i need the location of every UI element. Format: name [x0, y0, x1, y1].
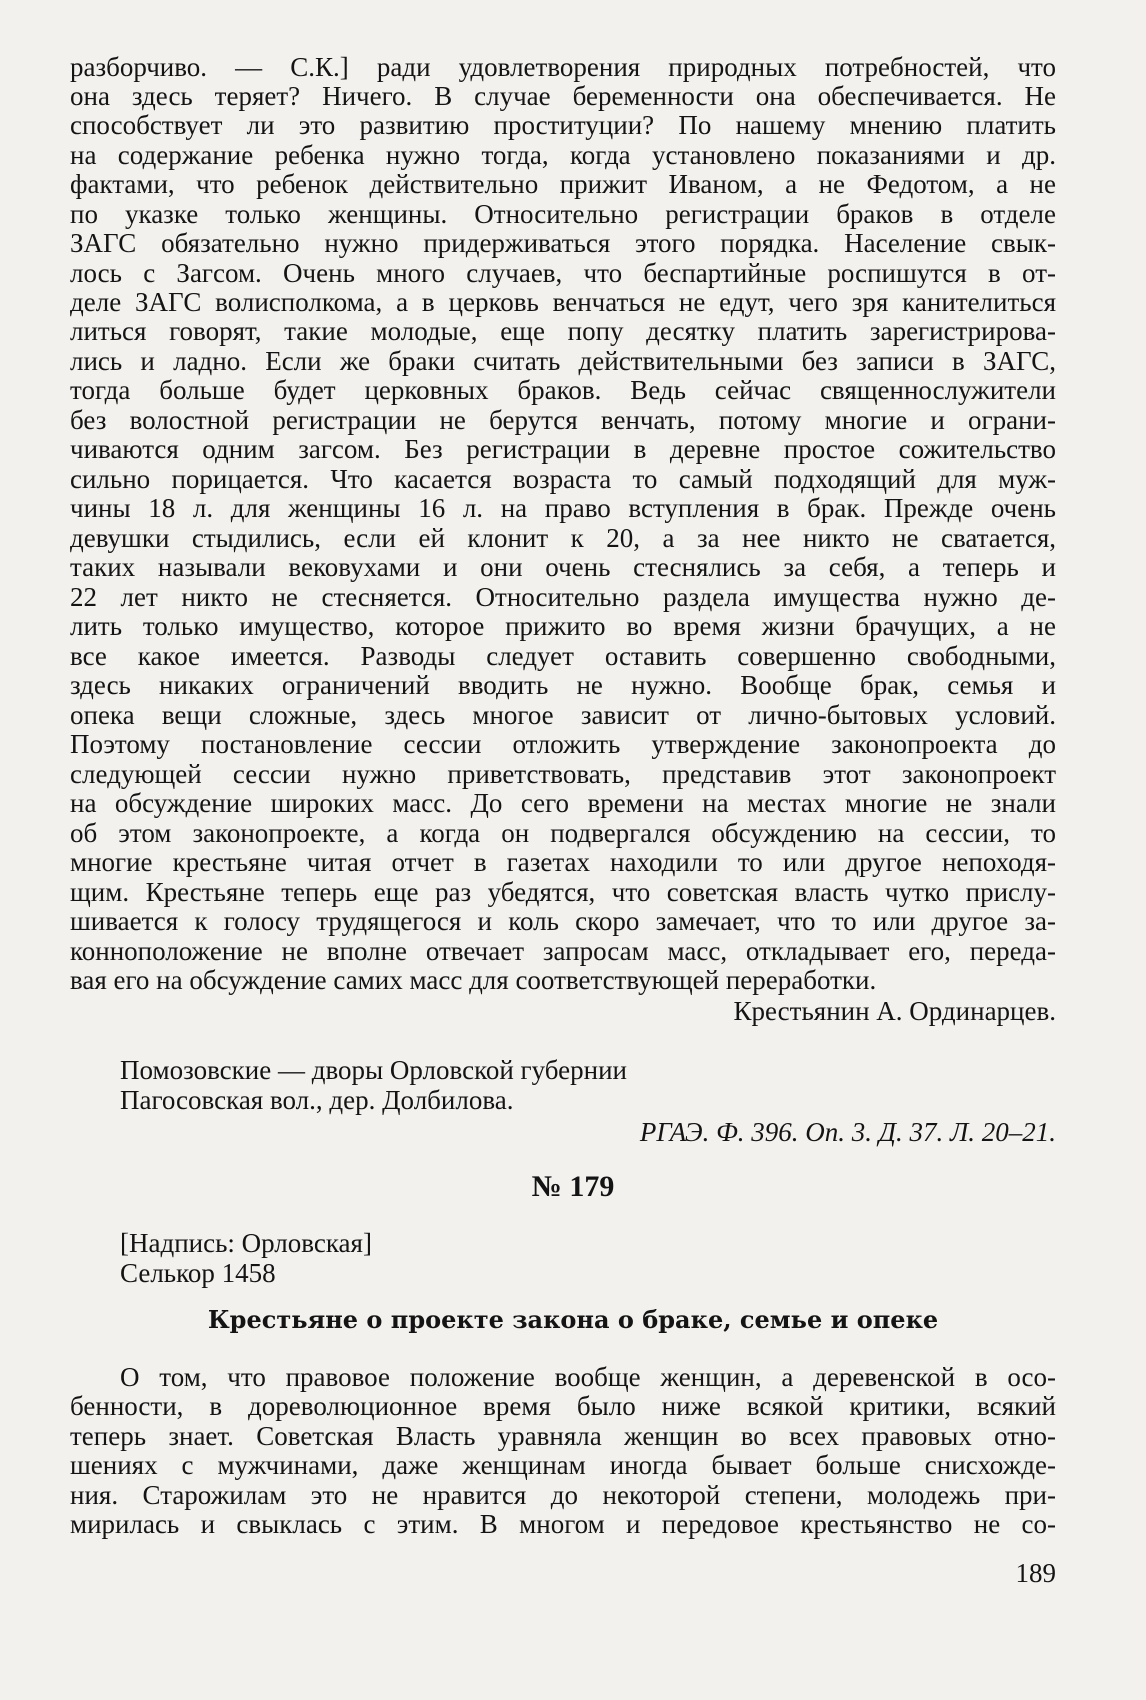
- place-line: Помозовские — дворы Орловской губернии: [120, 1055, 627, 1085]
- text-line: чиваются одним загсом. Без регистрации в деревне простое сожительство: [70, 434, 1056, 464]
- text-line: вая его на обсуждение самих масс для соответствующей переработки.: [70, 965, 877, 995]
- text-line: мирилась и свыклась с этим. В многом и передовое крестьянство не со-: [70, 1509, 1056, 1539]
- text-line: шениях с мужчинами, даже женщинам иногда бывает больше снисхожде-: [70, 1450, 1056, 1480]
- text-line: здесь никаких ограничений вводить не нужно. Вообще брак, семья и: [70, 670, 1056, 700]
- text-line: ЗАГС обязательно нужно придерживаться этого порядка. Население свык-: [70, 228, 1056, 258]
- text-line: многие крестьяне читая отчет в газетах находили то или другое непоходя-: [70, 847, 1056, 877]
- text-line: таких называли вековухами и они очень стеснялись за себя, а теперь и: [70, 552, 1056, 582]
- text-line: бенности, в дореволюционное время было ниже всякой критики, всякий: [70, 1391, 1056, 1421]
- text-line: лись и ладно. Если же браки считать действительными без записи в ЗАГС,: [70, 346, 1056, 376]
- text-line: литься говорят, такие молодые, еще попу десятку платить зарегистрирова-: [70, 316, 1056, 346]
- text-line: без волостной регистрации не берутся венчать, потому многие и ограни-: [70, 405, 1056, 435]
- text-line: щим. Крестьяне теперь еще раз убедятся, что советская власть чутко прислу-: [70, 877, 1056, 907]
- text-line: Поэтому постановление сессии отложить утверждение законопроекта до: [70, 729, 1056, 759]
- text-line: ния. Старожилам это не нравится до некоторой степени, молодежь при-: [70, 1480, 1056, 1510]
- archive-reference: РГАЭ. Ф. 396. Оп. 3. Д. 37. Л. 20–21.: [639, 1117, 1056, 1147]
- text-line: девушки стыдились, если ей клонит к 20, а за нее никто не сватается,: [70, 523, 1056, 553]
- document-title: Крестьяне о проекте закона о браке, семье и опеке: [207, 1305, 939, 1334]
- text-line: чины 18 л. для женщины 16 л. на право вступления в брак. Прежде очень: [70, 493, 1056, 523]
- page-number: 189: [1015, 1558, 1056, 1588]
- inscription: [Надпись: Орловская]: [120, 1228, 372, 1258]
- text-line: она здесь теряет? Ничего. В случае беременности она обеспечивается. Не: [70, 81, 1056, 111]
- text-line: на обсуждение широких масс. До сего времени на местах многие не знали: [70, 788, 1056, 818]
- text-line: опека вещи сложные, здесь многое зависит от лично-бытовых условий.: [70, 700, 1056, 730]
- text-line: об этом законопроекте, а когда он подвергался обсуждению на сессии, то: [70, 818, 1056, 848]
- text-line: 22 лет никто не стесняется. Относительно раздела имущества нужно де-: [70, 582, 1056, 612]
- text-line: лить только имущество, которое прижито во время жизни брачущих, а не: [70, 611, 1056, 641]
- text-line: тогда больше будет церковных браков. Ведь сейчас священнослужители: [70, 375, 1056, 405]
- text-line: сильно порицается. Что касается возраста то самый подходящий для муж-: [70, 464, 1056, 494]
- text-line: на содержание ребенка нужно тогда, когда установлено показаниями и др.: [70, 140, 1056, 170]
- text-line: следующей сессии нужно приветствовать, представив этот законопроект: [70, 759, 1056, 789]
- text-line: способствует ли это развитию проституции? По нашему мнению платить: [70, 110, 1056, 140]
- text-line: теперь знает. Советская Власть уравняла женщин во всех правовых отно-: [70, 1421, 1056, 1451]
- text-line: все какое имеется. Разводы следует оставить совершенно свободными,: [70, 641, 1056, 671]
- signature: Крестьянин А. Ординарцев.: [733, 996, 1056, 1026]
- selkor-number: Селькор 1458: [120, 1258, 276, 1288]
- text-line: фактами, что ребенок действительно прижит Иваном, а не Федотом, а не: [70, 169, 1056, 199]
- document-number: № 179: [531, 1170, 615, 1203]
- place-line: Пагосовская вол., дер. Долбилова.: [120, 1085, 514, 1115]
- text-line: шивается к голосу трудящегося и коль скоро замечает, что то или другое за-: [70, 906, 1056, 936]
- text-line: по указке только женщины. Относительно регистрации браков в отделе: [70, 199, 1056, 229]
- text-line: лось с Загсом. Очень много случаев, что беспартийные роспишутся в от-: [70, 258, 1056, 288]
- text-line: разборчиво. — С.К.] ради удовлетворения природных потребностей, что: [70, 52, 1056, 82]
- text-line: конноположение не вполне отвечает запросам масс, откладывает его, переда-: [70, 936, 1056, 966]
- text-line: О том, что правовое положение вообще женщин, а деревенской в осо-: [120, 1362, 1056, 1392]
- text-line: деле ЗАГС волисполкома, а в церковь венчаться не едут, чего зря канителиться: [70, 287, 1056, 317]
